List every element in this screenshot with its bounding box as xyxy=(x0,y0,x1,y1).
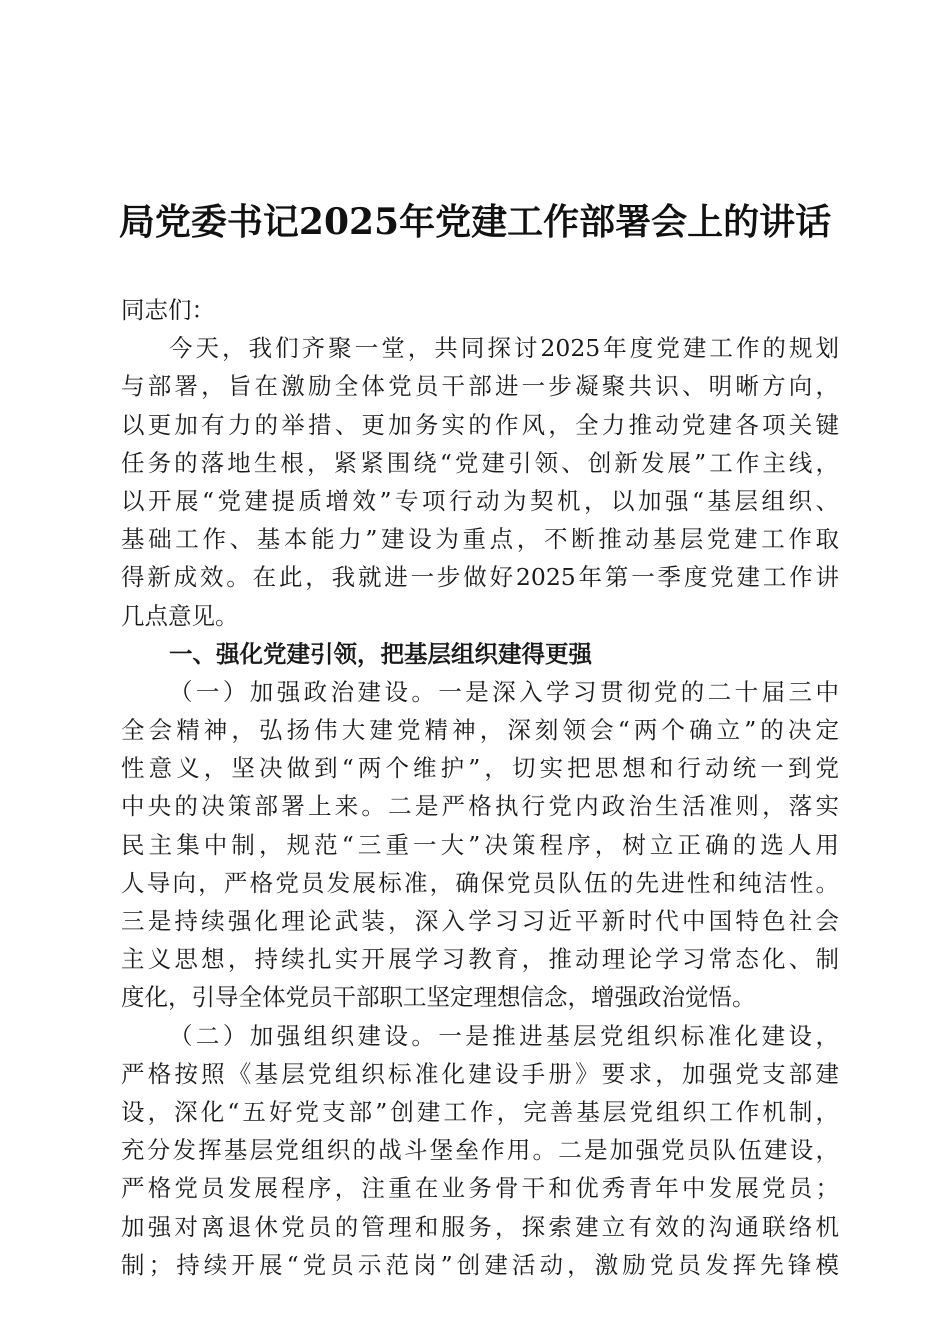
section-heading: 一、强化党建引领，把基层组织建得更强 xyxy=(169,639,592,668)
paragraph-organization-building xyxy=(121,1017,839,1284)
text-line: 主义思想，持续扎实开展学习教育，推动理论学习常态化、制 xyxy=(121,945,839,974)
text-line: （一）加强政治建设。一是深入学习贯彻党的二十届三中 xyxy=(169,677,839,706)
text-line: 度化，引导全体党员干部职工坚定理想信念，增强政治觉悟。 xyxy=(121,983,756,1012)
text-line: 全会精神，弘扬伟大建党精神，深刻领会“两个确立”的决定 xyxy=(121,716,839,745)
text-line: 制；持续开展“党员示范岗”创建活动，激励党员发挥先锋模 xyxy=(121,1250,839,1279)
paragraph-opening xyxy=(121,329,839,635)
text-line: 设，深化“五好党支部”创建工作，完善基层党组织工作机制， xyxy=(121,1097,839,1126)
text-line: （二）加强组织建设。一是推进基层党组织标准化建设， xyxy=(169,1021,839,1050)
text-line: 严格党员发展程序，注重在业务骨干和优秀青年中发展党员； xyxy=(121,1174,839,1203)
text-line: 加强对离退休党员的管理和服务，探索建立有效的沟通联络机 xyxy=(121,1212,839,1241)
text-line: 任务的落地生根，紧紧围绕“党建引领、创新发展”工作主线， xyxy=(121,448,839,477)
text-line: 人导向，严格党员发展标准，确保党员队伍的先进性和纯洁性。 xyxy=(121,868,839,897)
text-line: 基础工作、基本能力”建设为重点，不断推动基层党建工作取 xyxy=(121,525,839,554)
text-line: 三是持续强化理论武装，深入学习习近平新时代中国特色社会 xyxy=(121,907,839,935)
paragraph-political-building xyxy=(121,673,839,1017)
text-line: 充分发挥基层党组织的战斗堡垒作用。二是加强党员队伍建设， xyxy=(121,1136,839,1165)
text-line: 以更加有力的举措、更加务实的作风，全力推动党建各项关键 xyxy=(121,410,839,439)
text-line: 性意义，坚决做到“两个维护”，切实把思想和行动统一到党 xyxy=(121,754,839,783)
text-line: 得新成效。在此，我就进一步做好2025年第一季度党建工作讲 xyxy=(121,563,839,592)
text-line: 几点意见。 xyxy=(121,601,239,630)
text-line: 今天，我们齐聚一堂，共同探讨2025年度党建工作的规划 xyxy=(169,334,839,363)
text-line: 民主集中制，规范“三重一大”决策程序，树立正确的选人用 xyxy=(121,830,839,859)
text-line: 严格按照《基层党组织标准化建设手册》要求，加强党支部建 xyxy=(121,1059,839,1088)
text-line: 与部署，旨在激励全体党员干部进一步凝聚共识、明晰方向， xyxy=(121,372,839,401)
text-line: 以开展“党建提质增效”专项行动为契机，以加强“基层组织、 xyxy=(121,486,839,515)
text-line: 中央的决策部署上来。二是严格执行党内政治生活准则，落实 xyxy=(121,792,839,821)
salutation: 同志们： xyxy=(121,296,215,324)
document-title: 局党委书记2025年党建工作部署会上的讲话 xyxy=(118,201,832,243)
document-body xyxy=(121,291,839,1284)
